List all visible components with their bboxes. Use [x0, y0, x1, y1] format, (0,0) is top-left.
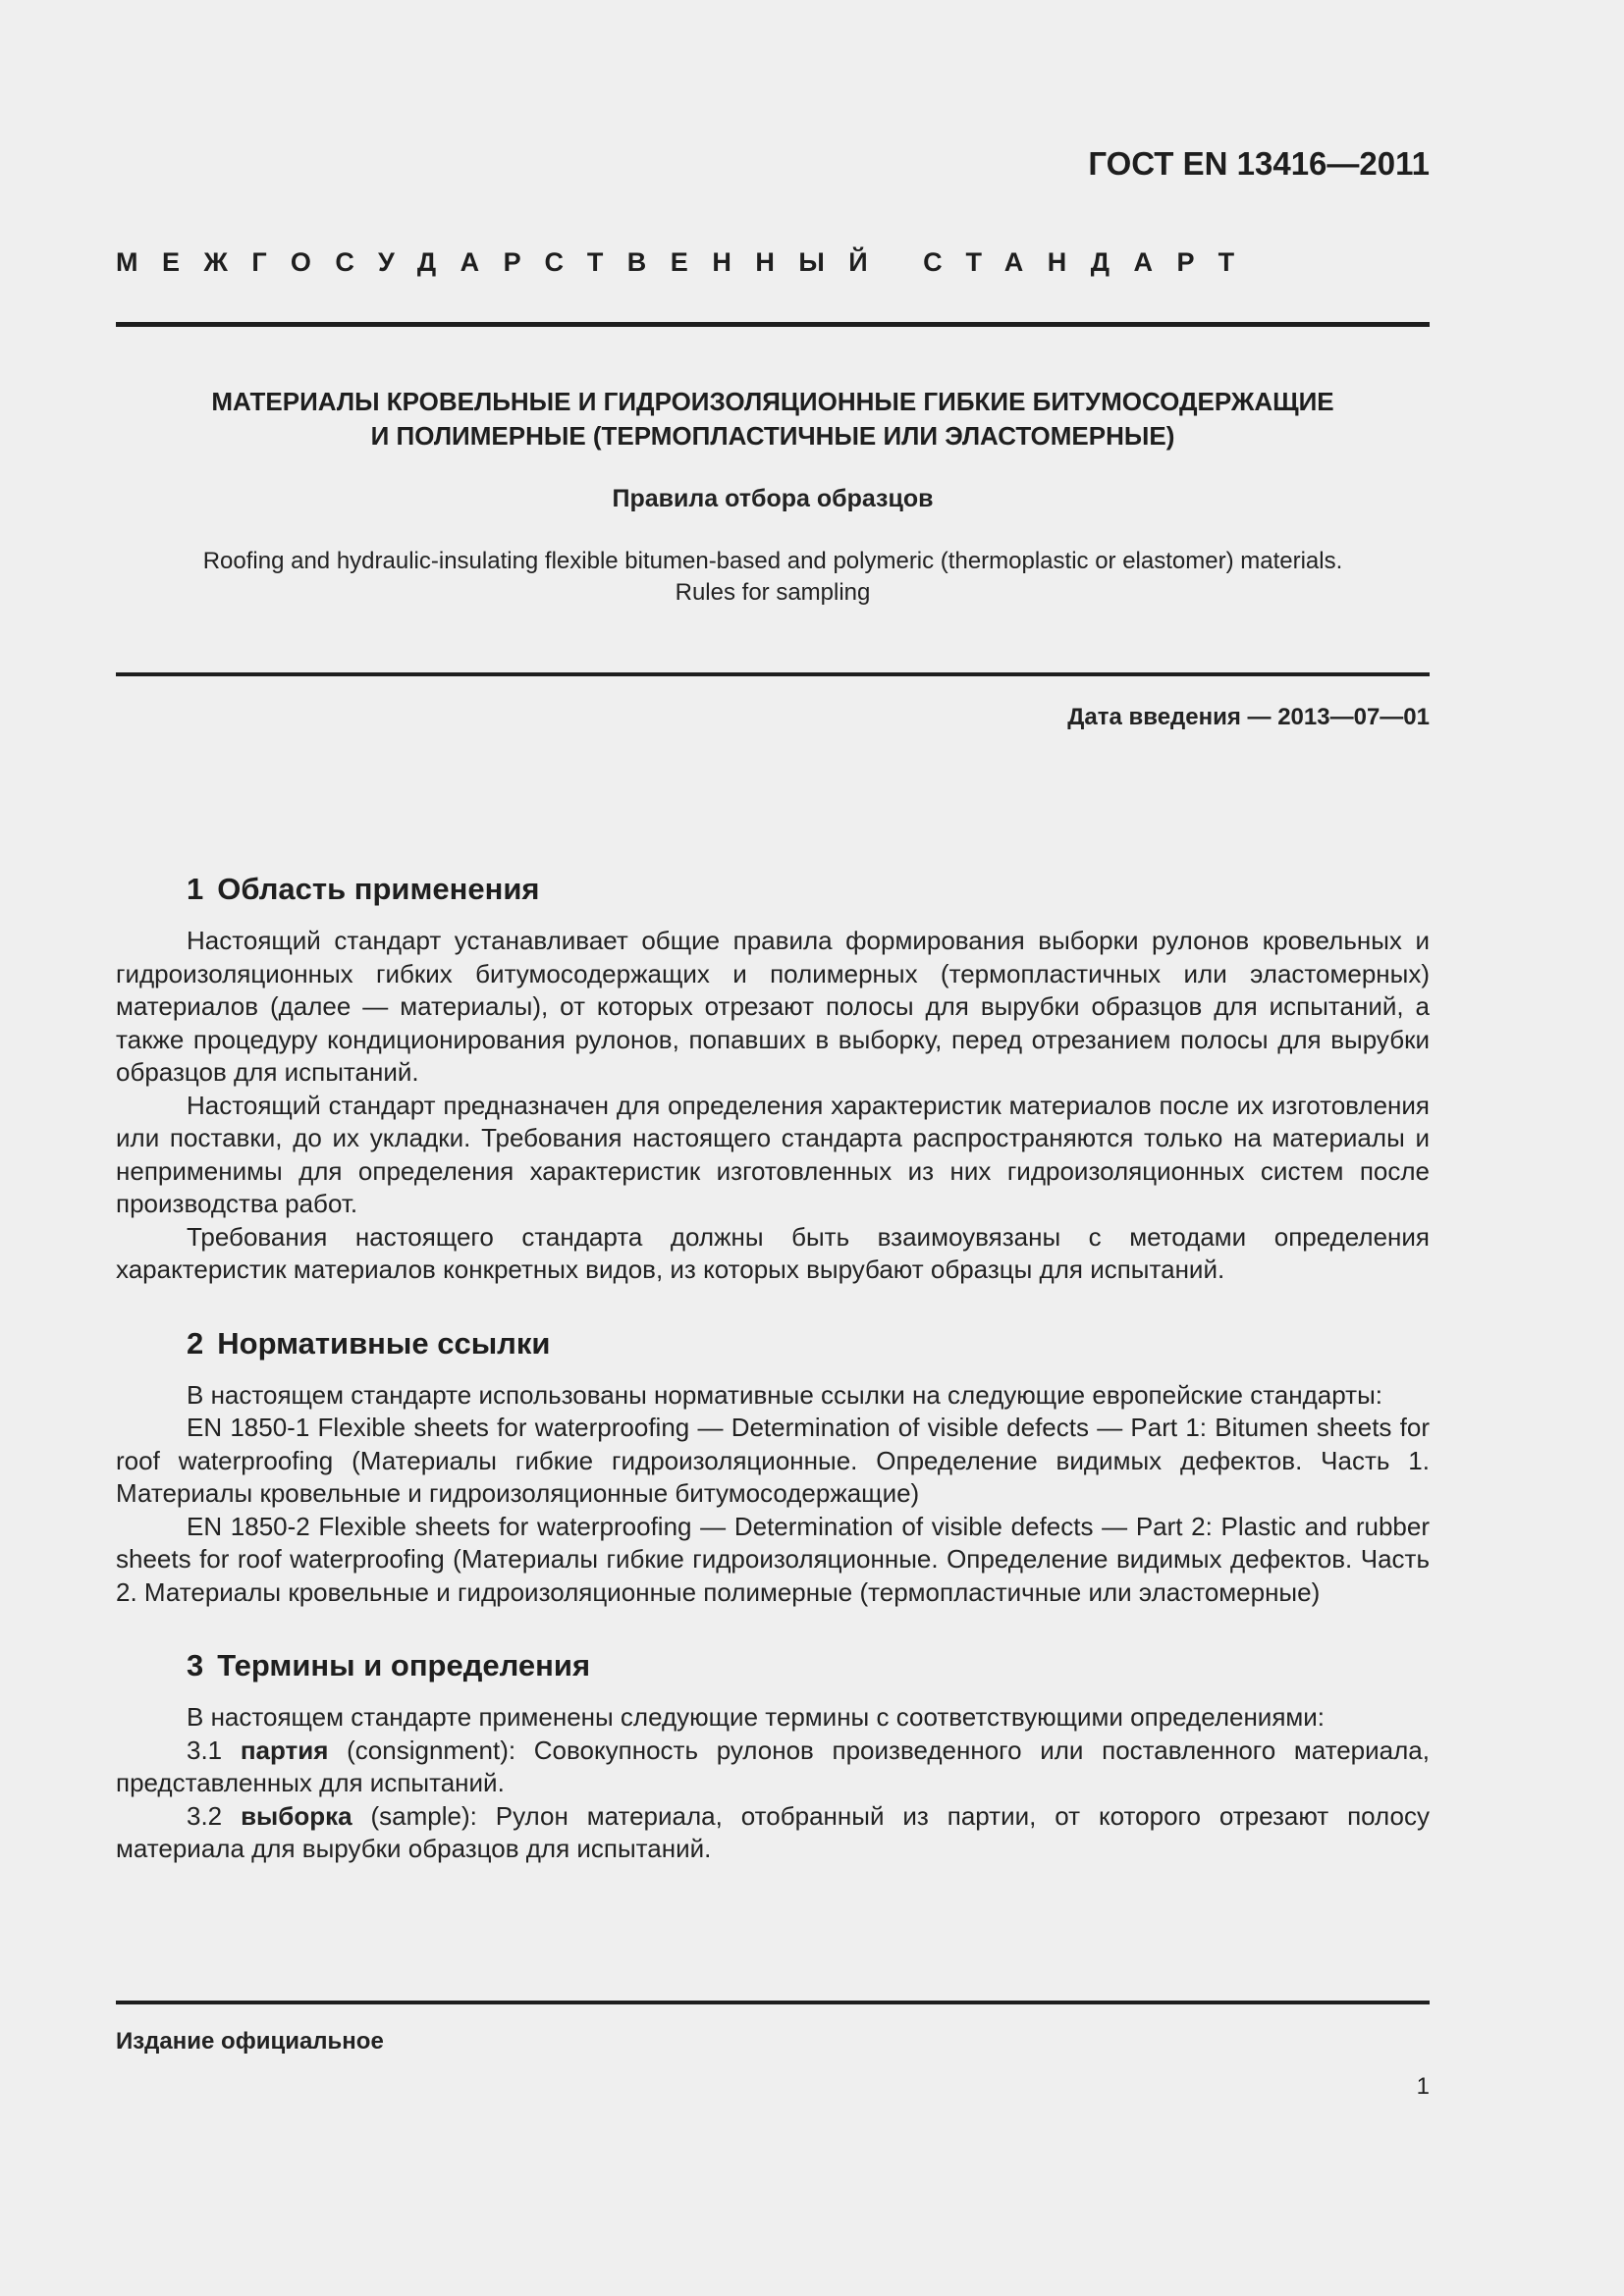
term-definition [116, 1800, 1430, 1866]
standard-type-heading: МЕЖГОСУДАРСТВЕННЫЙ СТАНДАРТ [116, 247, 1259, 277]
paragraph: В настоящем стандарте использованы нормативные ссылки на следующие европейские стандарты: [187, 1379, 1382, 1410]
section-title: Термины и определения [217, 1648, 591, 1682]
english-title-line-2: Rules for sampling [675, 579, 871, 606]
term-name: выборка [241, 1800, 352, 1831]
section-heading [116, 1646, 1430, 1685]
reference-item: EN 1850-1 Flexible sheets for waterproofing — Determination of visible defects — Part 1: Bitumen sheets for roof waterproofing (Материалы гибкие гидроизоляционные. Определение видимых дефектов. Часть 1. Материалы кровельные и гидроизоляционные битумосодержащие) [116, 1413, 1430, 1508]
english-title-line-1: Roofing and hydraulic-insulating flexible bitumen-based and polymeric (thermoplastic or elastomer) materials. [202, 548, 1343, 574]
english-title [116, 546, 1430, 609]
term-number: 3.2 [187, 1800, 223, 1831]
footer-divider [116, 2001, 1430, 2004]
section-title: Область применения [217, 872, 540, 906]
page-number: 1 [1416, 2073, 1430, 2100]
paragraph: Требования настоящего стандарта должны быть взаимоувязаны с методами определения характеристик материалов конкретных видов, из которых вырубают образцы для испытаний. [116, 1221, 1430, 1284]
introduction-date: Дата введения — 2013—07—01 [1067, 704, 1430, 730]
standard-code: ГОСТ EN 13416—2011 [1088, 145, 1430, 182]
title-divider [116, 672, 1430, 676]
term-number: 3.1 [187, 1735, 223, 1765]
section-scope [116, 870, 1430, 1287]
term-name: партия [240, 1735, 329, 1765]
title-block [116, 385, 1430, 609]
top-divider [116, 322, 1430, 327]
section-heading [116, 870, 1430, 909]
russian-subtitle: Правила отбора образцов [612, 485, 934, 512]
term-text: (consignment): Совокупность рулонов произведенного или поставленного материала, представленных для испытаний. [116, 1735, 1430, 1797]
document-body [116, 870, 1430, 1866]
term-definition [116, 1735, 1430, 1800]
russian-title-line-1: МАТЕРИАЛЫ КРОВЕЛЬНЫЕ И ГИДРОИЗОЛЯЦИОННЫЕ ГИБКИЕ БИТУМОСОДЕРЖАЩИЕ [211, 387, 1334, 416]
term-text: (sample): Рулон материала, отобранный из партии, от которого отрезают полосу материала для вырубки образцов для испытаний. [116, 1800, 1430, 1863]
section-number: 1 [187, 872, 204, 906]
russian-title-line-2: И ПОЛИМЕРНЫЕ (ТЕРМОПЛАСТИЧНЫЕ ИЛИ ЭЛАСТОМЕРНЫЕ) [370, 421, 1175, 451]
russian-title [116, 385, 1430, 454]
section-normative-references [116, 1324, 1430, 1610]
reference-item: EN 1850-2 Flexible sheets for waterproofing — Determination of visible defects — Part 2: Plastic and rubber sheets for roof waterproofing (Материалы гибкие гидроизоляционные. Определение видимых дефектов. Часть 2. Материалы кровельные и гидроизоляционные полимерные (термопластичные или эластомерные) [116, 1511, 1430, 1607]
section-heading [116, 1324, 1430, 1363]
section-number: 3 [187, 1648, 204, 1682]
official-edition-label: Издание официальное [116, 2028, 384, 2055]
paragraph: Настоящий стандарт устанавливает общие правила формирования выборки рулонов кровельных и гидроизоляционных гибких битумосодержащих и полимерных (термопластичных или эластомерных) материалов (далее — материалы), от которых отрезают полосы для вырубки образцов для испытаний, а также процедуру кондиционирования рулонов, попавших в выборку, перед отрезанием полосы для вырубки образцов для испытаний. [116, 926, 1430, 1087]
paragraph: Настоящий стандарт предназначен для определения характеристик материалов после их изготовления или поставки, до их укладки. Требования настоящего стандарта распространяются только на материалы и неприменимы для определения характеристик изготовленных из них гидроизоляционных систем после производства работ. [116, 1090, 1430, 1218]
paragraph: В настоящем стандарте применены следующие термины с соответствующими определениями: [187, 1702, 1326, 1732]
section-number: 2 [187, 1325, 204, 1361]
section-title: Нормативные ссылки [217, 1325, 551, 1361]
section-terms-definitions [116, 1646, 1430, 1866]
